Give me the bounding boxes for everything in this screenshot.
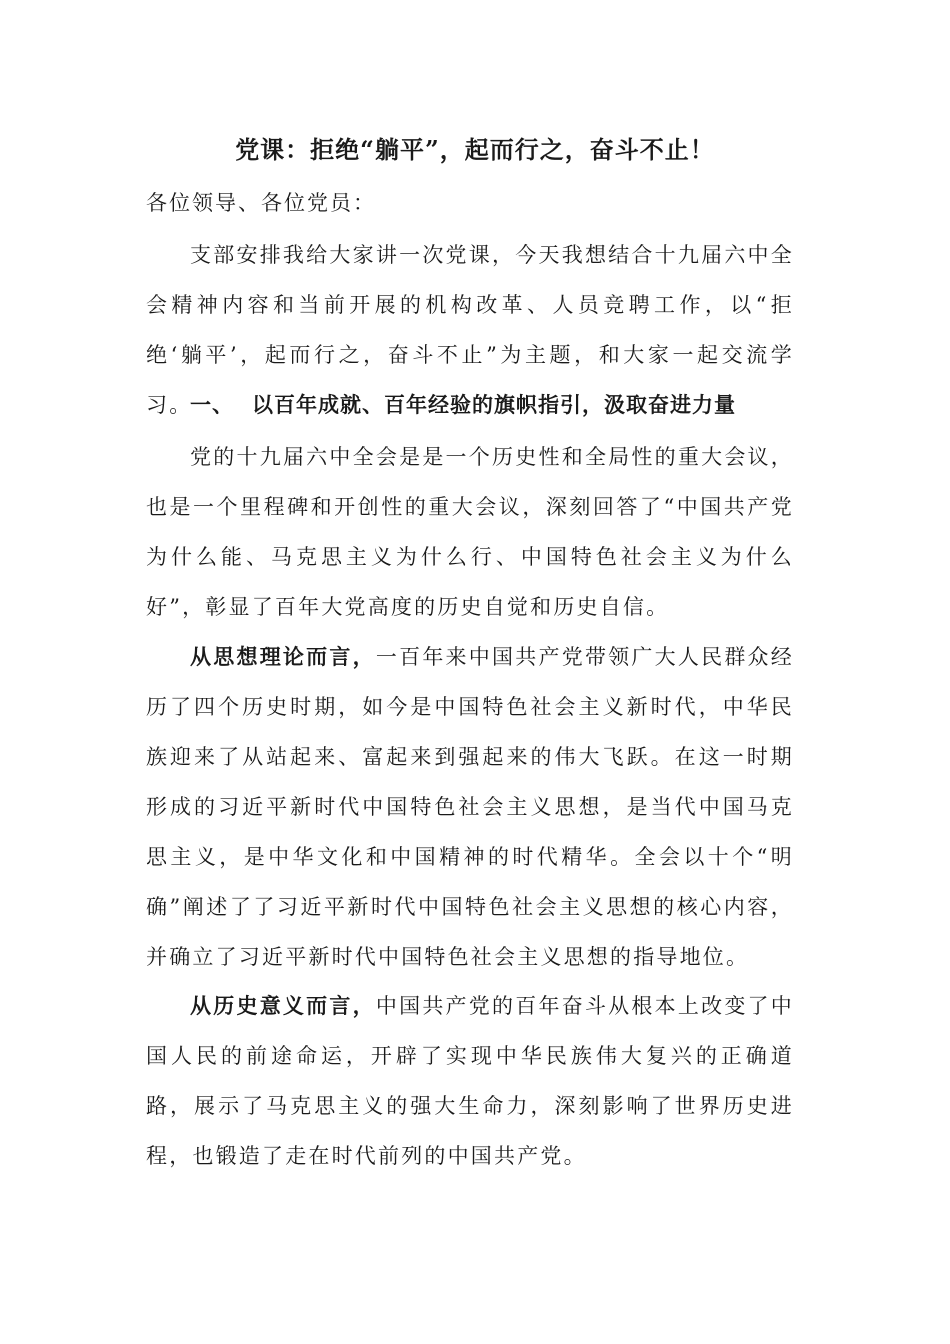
body-paragraph-3 xyxy=(146,981,794,1181)
intro-paragraph: 支部安排我给大家讲一次党课，今天我想结合十九届六中全会精神内容和当前开展的机构改革、人员竞聘工作，以“拒绝‘躺平’，起而行之，奋斗不止”为主题，和大家一起交流学习。 xyxy=(146,243,794,417)
section-heading xyxy=(190,382,736,428)
salutation: 各位领导、各位党员： xyxy=(146,191,376,215)
paragraph-lead: 从历史意义而言， xyxy=(190,993,376,1018)
paragraph-lead: 从思想理论而言， xyxy=(190,644,376,669)
paragraph-body: 一百年来中国共产党带领广大人民群众经历了四个历史时期，如今是中国特色社会主义新时代，中华民族迎来了从站起来、富起来到强起来的伟大飞跃。在这一时期形成的习近平新时代中国特色社会主义思想，是当代中国马克思主义，是中华文化和中国精神的时代精华。全会以十个“明确”阐述了了习近平新时代中国特色社会主义思想的核心内容，并确立了习近平新时代中国特色社会主义思想的指导地位。 xyxy=(146,645,794,969)
body-paragraph-2 xyxy=(146,632,794,982)
paragraph-body: 中国共产党的百年奋斗从根本上改变了中国人民的前途命运，开辟了实现中华民族伟大复兴的正确道路，展示了马克思主义的强大生命力，深刻影响了世界历史进程，也锻造了走在时代前列的中国共产党。 xyxy=(146,994,794,1168)
document-title: 党课：拒绝“躺平”，起而行之，奋斗不止！ xyxy=(235,135,715,164)
body-paragraph-1: 党的十九届六中全会是是一个历史性和全局性的重大会议，也是一个里程碑和开创性的重大会议，深刻回答了“中国共产党为什么能、马克思主义为什么行、中国特色社会主义为什么好”，彰显了百年大党高度的历史自觉和历史自信。 xyxy=(146,445,794,619)
section-number: 一、 xyxy=(190,392,234,417)
section-heading-text: 以百年成就、百年经验的旗帜指引，汲取奋进力量 xyxy=(252,392,736,417)
